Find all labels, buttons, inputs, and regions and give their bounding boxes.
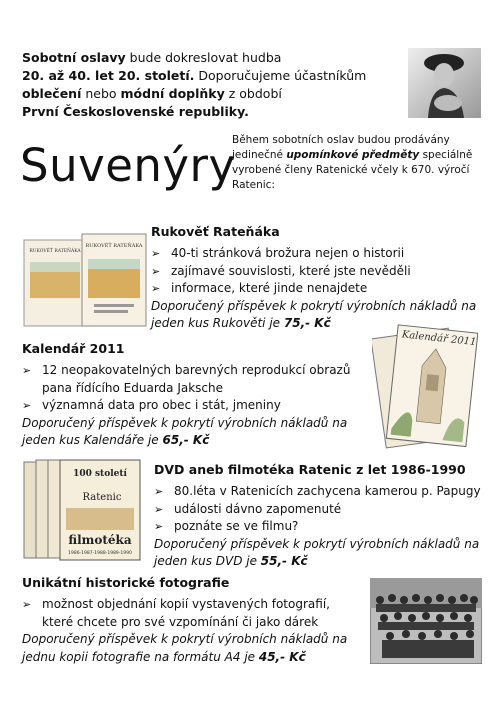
dvd-section [154, 461, 484, 571]
dvd-cover-line4: 1986-1987-1988-1989-1990 [68, 551, 132, 556]
souvenirs-title: Suvenýry [20, 139, 236, 192]
foto-title: Unikátní historické fotografie [22, 575, 230, 590]
kalendar-image [372, 322, 478, 450]
kalendar-bullets [22, 362, 362, 415]
list-item: ➢ zajímavé souvislosti, které jste nevěděli [151, 263, 481, 281]
dvd-bullets [154, 483, 484, 536]
intro-bold: První Československé republiky. [22, 104, 249, 119]
list-item: ➢ 40-ti stránková brožura nejen o historii [151, 245, 481, 263]
intro-bold: 20. až 40. let 20. století. [22, 68, 195, 83]
foto-price: 45,- Kč [258, 649, 306, 664]
souvenirs-text-bold: upomínkové předměty [286, 149, 420, 161]
intro-text: Doporučujeme účastníkům [194, 68, 367, 83]
list-item: ➢ významná data pro obec i stát, jmeniny [22, 397, 362, 415]
souvenirs-description [232, 133, 477, 193]
foto-note-line2: jednu kopii fotografie na formátu A4 je [22, 649, 259, 664]
list-item: ➢ 12 neopakovatelných barevných reprodukcí obrazů [22, 362, 362, 380]
dvd-note-line2: jeden kus DVD je [154, 554, 261, 568]
foto-section [22, 574, 372, 666]
rukovet-section [151, 223, 481, 333]
dvd-price: 55,- Kč [260, 554, 308, 568]
kalendar-price: 65,- Kč [162, 433, 210, 447]
dvd-note-line1: Doporučený příspěvek k pokrytí výrobních nákladů na [154, 536, 480, 551]
intro-text: nebo [81, 86, 121, 101]
foto-note-line1: Doporučený příspěvek k pokrytí výrobních nákladů na [22, 632, 348, 646]
list-item-continuation: které chcete pro své vzpomínání či jako dárek [42, 614, 319, 629]
kalendar-section [22, 340, 362, 450]
list-item: ➢ informace, které jinde nenajdete [151, 280, 481, 298]
lady-portrait-photo [408, 48, 481, 118]
list-item: ➢ poznáte se ve filmu? [154, 518, 484, 536]
intro-text: z období [224, 86, 282, 101]
intro-bold: Sobotní oslavy [22, 50, 126, 65]
kalendar-title: Kalendář 2011 [22, 341, 125, 356]
intro-bold: módní doplňky [120, 86, 225, 101]
rukovet-cover-title-back: RUKOVĚŤ RATEŇÁKA [29, 249, 81, 254]
rukovet-booklets-image [22, 232, 150, 332]
rukovet-cover-title: RUKOVĚŤ RATEŇÁKA [85, 243, 143, 249]
rukovet-price: 75,- Kč [283, 316, 331, 330]
rukovet-bullets [151, 245, 481, 298]
list-item-continuation: pana řídícího Eduarda Jaksche [42, 380, 224, 395]
intro-text: bude dokreslovat hudba [125, 50, 282, 65]
rukovet-title: Rukověť Rateňáka [151, 224, 280, 239]
list-item: ➢ události dávno zapomenuté [154, 501, 484, 519]
dvd-cover-line3: filmotéka [68, 533, 132, 547]
dvd-cover-line1: 100 století [73, 469, 127, 479]
list-item: ➢ možnost objednání kopií vystavených fotografií, [22, 596, 372, 614]
intro-bold: oblečení [22, 86, 82, 101]
foto-bullets [22, 596, 372, 631]
kalendar-note-line1: Doporučený příspěvek k pokrytí výrobních nákladů na [22, 415, 348, 430]
dvd-covers-image [22, 458, 144, 564]
dvd-title: DVD aneb filmotéka Ratenic z let 1986-1990 [154, 462, 466, 477]
list-item: ➢ 80.léta v Ratenicích zachycena kamerou p. Papugy [154, 483, 484, 501]
rukovet-note-line2: jeden kus Rukověti je [151, 316, 284, 330]
intro-paragraph [22, 49, 397, 121]
kalendar-note-line2: jeden kus Kalendáře je [22, 433, 163, 447]
souvenirs-text-a: Během sobotních oslav budou prodávány jedinečné [232, 134, 450, 161]
souvenirs-text-c: speciálně vyrobené členy Ratenické včely k 670. výročí Ratenic: [232, 149, 473, 191]
dvd-cover-line2: Ratenic [82, 492, 122, 503]
historic-group-photo [370, 578, 482, 664]
kalendar-cover-title: Kalendář 2011 [401, 329, 477, 349]
rukovet-note-line1: Doporučený příspěvek k pokrytí výrobních nákladů na [151, 298, 477, 313]
